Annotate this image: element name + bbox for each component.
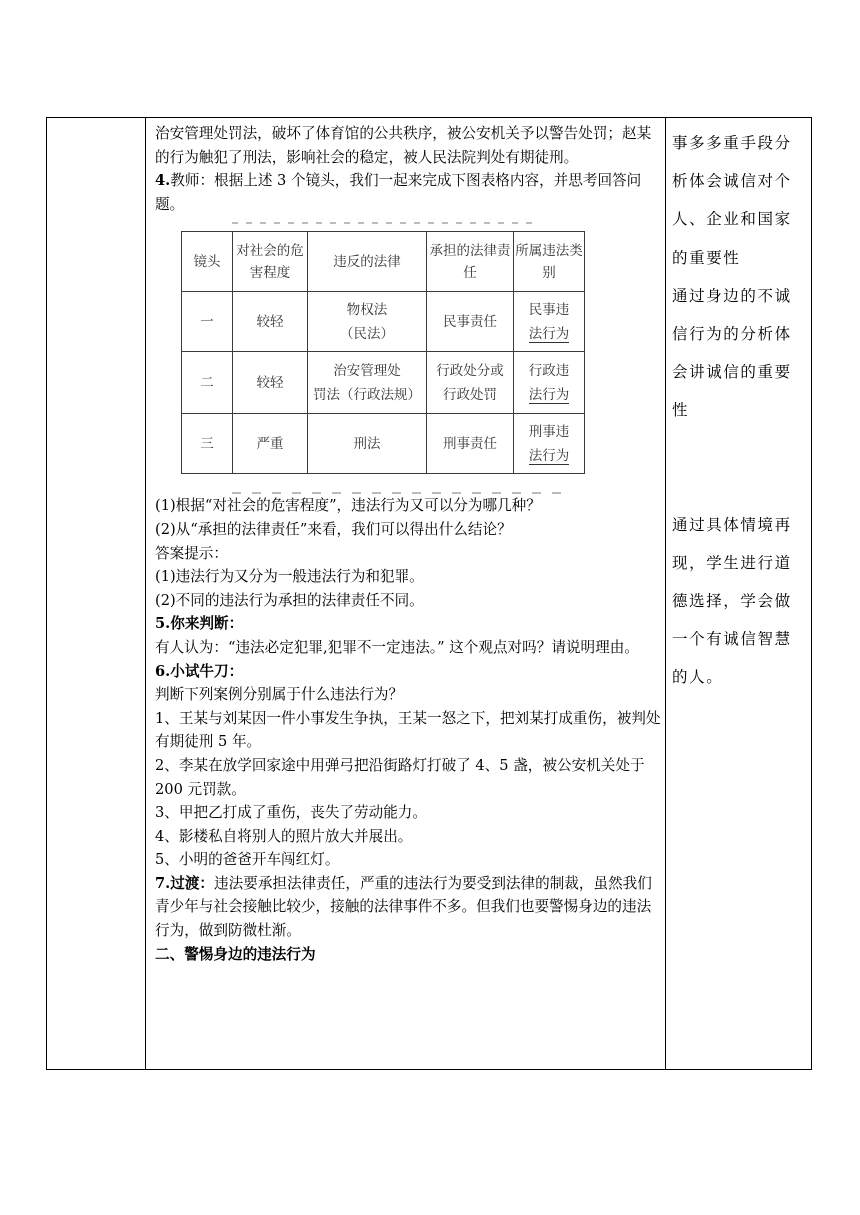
table-row: [182, 414, 585, 474]
cell-duty: 刑事责任: [427, 414, 514, 474]
table-header-row: [182, 232, 585, 292]
question-1: (1)根据“对社会的危害程度”，违法行为又可以分为哪几种？: [155, 497, 541, 515]
intent-paragraph-1: 事多多重手段分析体会诚信对个人、企业和国家的重要性: [672, 134, 792, 267]
scan-artifact: [232, 492, 572, 494]
answer-2: (2)不同的违法行为承担的法律责任不同。: [155, 591, 424, 609]
table-row: [182, 292, 585, 352]
answer-hint: 答案提示：: [155, 544, 228, 562]
case-item: 4、影楼私自将别人的照片放大并展出。: [155, 827, 413, 845]
header-category: 所属违法类别: [514, 232, 585, 292]
scan-artifact: [232, 222, 532, 224]
case-item: 3、甲把乙打成了重伤，丧失了劳动能力。: [155, 804, 427, 822]
cell-shot: 三: [182, 414, 233, 474]
cell-category: 民事违 法行为: [514, 292, 585, 352]
cell-duty: 民事责任: [427, 292, 514, 352]
case-item: 2、李某在放学回家途中用弹弓把沿街路灯打破了 4、5 盏，被公安机关处于 200 元罚款。: [155, 756, 645, 798]
lesson-table: [46, 117, 812, 1070]
law-comparison-table: [181, 231, 585, 474]
header-law: 违反的法律: [308, 232, 427, 292]
intro-paragraph: 治安管理处罚法，破坏了体育馆的公共秩序，被公安机关予以警告处罚；赵某的行为触犯了刑法，影响社会的稳定，被人民法院判处有期徒刑。: [155, 125, 652, 166]
cell-law: 治安管理处 罚法（行政法规）: [308, 352, 427, 414]
cell-category: 行政违 法行为: [514, 352, 585, 414]
step-5-text: 有人认为：“违法必定犯罪,犯罪不一定违法。” 这个观点对吗？请说明理由。: [155, 638, 639, 656]
header-harm: 对社会的危害程度: [233, 232, 308, 292]
header-shot: 镜头: [182, 232, 233, 292]
column-divider-2: [665, 118, 666, 1069]
table-row: [182, 352, 585, 414]
step-4: 4.教师：根据上述 3 个镜头，我们一起来完成下图表格内容，并思考回答问题。: [155, 172, 642, 213]
intent-paragraph-3: 通过具体情境再现，学生进行道德选择，学会做一个有诚信智慧的人。: [672, 515, 792, 687]
cell-shot: 一: [182, 292, 233, 352]
answer-1: (1)违法行为又分为一般违法行为和犯罪。: [155, 568, 424, 586]
case-item: 5、小明的爸爸开车闯红灯。: [155, 851, 340, 869]
cell-law: 刑法: [308, 414, 427, 474]
question-2: (2)从“承担的法律责任”来看，我们可以得出什么结论？: [155, 520, 512, 538]
law-comparison-image: [172, 222, 587, 494]
step-7: 7.过渡：违法要承担法律责任，严重的违法行为要受到法律的制裁，虽然我们青少年与社会接触比较少，接触的法律事件不多。但我们也要警惕身边的违法行为，做到防微杜渐。: [155, 874, 652, 940]
cell-harm: 较轻: [233, 292, 308, 352]
header-duty: 承担的法律责任: [427, 232, 514, 292]
design-intent-cell: [672, 124, 808, 697]
step-6-title: 6.小试牛刀：: [155, 662, 244, 680]
cell-harm: 较轻: [233, 352, 308, 414]
cell-duty: 行政处分或 行政处罚: [427, 352, 514, 414]
teaching-process-cell: [155, 122, 663, 966]
case-item: 1、王某与刘某因一件小事发生争执，王某一怒之下，把刘某打成重伤，被判处有期徒刑 5 年。: [155, 709, 661, 751]
step-5-title: 5.你来判断：: [155, 615, 244, 633]
cell-law: 物权法 （民法）: [308, 292, 427, 352]
step-6-intro: 判断下列案例分别属于什么违法行为？: [155, 686, 404, 704]
intent-paragraph-2: 通过身边的不诚信行为的分析体会讲诚信的重要性: [672, 286, 792, 420]
cell-harm: 严重: [233, 414, 308, 474]
section-2-heading: 二、警惕身边的违法行为: [155, 945, 316, 963]
cell-shot: 二: [182, 352, 233, 414]
cell-category: 刑事违 法行为: [514, 414, 585, 474]
column-divider-1: [145, 118, 146, 1069]
